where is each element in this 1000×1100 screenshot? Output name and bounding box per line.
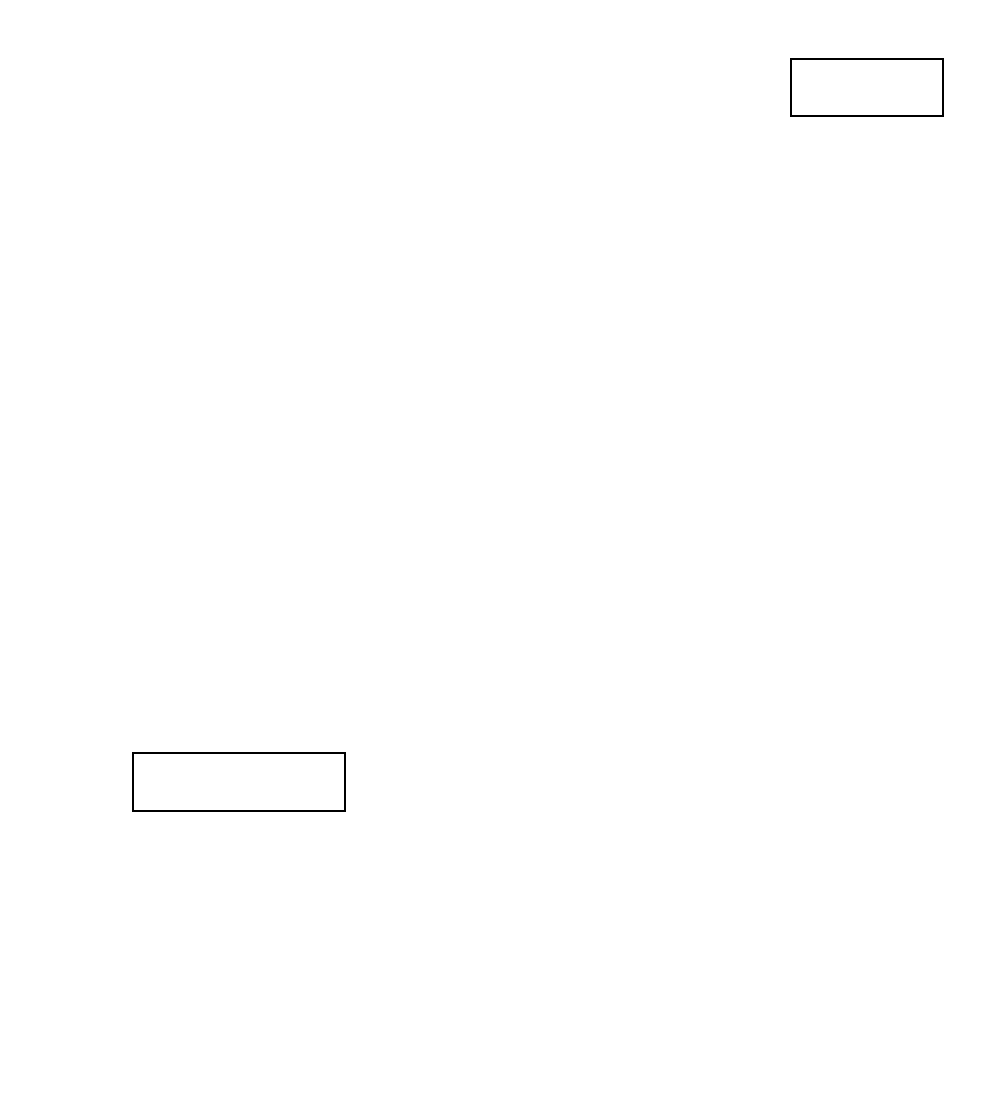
legend-row-utilized <box>139 785 339 800</box>
utilized-ruptures-swatch <box>139 785 147 800</box>
rupture-legend <box>132 752 346 812</box>
participation-line-swatch <box>797 81 821 86</box>
nucleation-line-swatch <box>797 89 823 94</box>
legend-row-nucleation <box>797 89 937 94</box>
legend-row-available <box>139 765 339 782</box>
legend-row-participation <box>797 81 937 86</box>
available-ruptures-swatch <box>139 765 147 782</box>
rate-legend <box>790 58 944 117</box>
